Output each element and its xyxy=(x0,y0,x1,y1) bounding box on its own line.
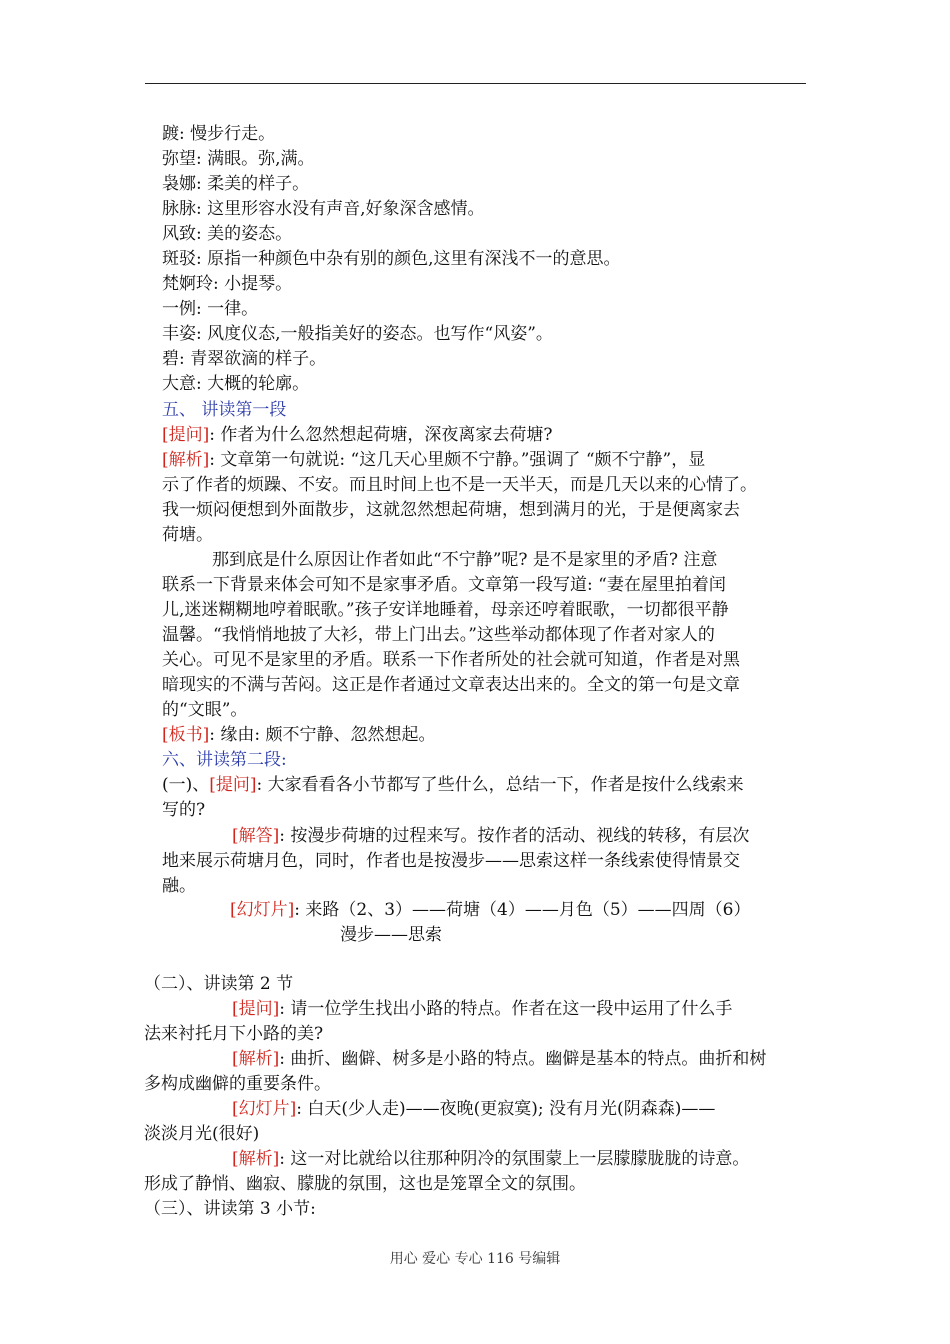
glossary-colon: : xyxy=(196,174,208,194)
s6b-slide-line: 淡淡月光(很好) xyxy=(144,1124,260,1144)
s6b-question-line: 法来衬托月下小路的美? xyxy=(144,1024,324,1044)
s6-answer-text: : 按漫步荷塘的过程来写。按作者的活动、视线的转移，有层次 xyxy=(279,826,750,846)
tag-slide: [幻灯片] xyxy=(230,900,295,920)
s5-analysis-line: 荷塘。 xyxy=(162,525,213,545)
glossary-item xyxy=(162,347,326,371)
s6-answer-line: 融。 xyxy=(162,876,196,896)
header-rule xyxy=(145,83,806,84)
s6b-question xyxy=(232,997,732,1021)
s6b-analysis-line: 多构成幽僻的重要条件。 xyxy=(144,1074,331,1094)
glossary-definition: 美的姿态。 xyxy=(207,224,293,244)
s5-paragraph-line: 温馨。“我悄悄地披了大衫，带上门出去。”这些举动都体现了作者对家人的 xyxy=(162,625,715,645)
s6b-question-text: : 请一位学生找出小路的特点。作者在这一段中运用了什么手 xyxy=(279,999,733,1019)
s6-answer-line: 地来展示荷塘月色，同时，作者也是按漫步——思索这样一条线索使得情景交 xyxy=(162,851,740,871)
glossary-colon: : xyxy=(196,224,208,244)
glossary-definition: 满眼。弥,满。 xyxy=(207,149,315,169)
glossary-item xyxy=(162,222,292,246)
tag-analysis: [解析] xyxy=(232,1149,280,1169)
s6-question xyxy=(162,773,744,797)
tag-analysis: [解析] xyxy=(232,1049,280,1069)
glossary-term: 脉脉 xyxy=(162,199,196,219)
glossary-definition: 青翠欲滴的样子。 xyxy=(190,349,327,369)
glossary-term: 袅娜 xyxy=(162,174,196,194)
s6b-analysis-2-text: : 这一对比就给以往那种阴冷的氛围蒙上一层朦朦胧胧的诗意。 xyxy=(279,1149,750,1169)
glossary-definition: 慢步行走。 xyxy=(190,124,276,144)
s6c-heading: （三）、讲读第 3 小节: xyxy=(144,1199,316,1219)
glossary-colon: : xyxy=(196,374,208,394)
glossary-colon: : xyxy=(179,349,191,369)
s5-paragraph-line: 暗现实的不满与苦闷。这正是作者通过文章表达出来的。全文的第一句是文章 xyxy=(162,675,740,695)
glossary-item xyxy=(162,147,315,171)
glossary-item xyxy=(162,197,485,221)
glossary-definition: 大概的轮廓。 xyxy=(207,374,310,394)
section-5-heading: 五、 讲读第一段 xyxy=(162,400,287,420)
s5-board-text: : 缘由: 颇不宁静、忽然想起。 xyxy=(209,725,436,745)
tag-analysis: [解析] xyxy=(162,450,210,470)
s5-analysis-line xyxy=(162,448,705,472)
s6b-analysis-2 xyxy=(232,1147,749,1171)
glossary-term: 踱 xyxy=(162,124,179,144)
glossary-colon: : xyxy=(213,274,225,294)
glossary-item xyxy=(162,172,309,196)
s5-analysis-line: 我一烦闷便想到外面散步，这就忽然想起荷塘，想到满月的光，于是便离家去 xyxy=(162,500,740,520)
glossary-item xyxy=(162,372,309,396)
section-6-heading: 六、讲读第二段: xyxy=(162,750,287,770)
glossary-term: 大意 xyxy=(162,374,196,394)
tag-board: [板书] xyxy=(162,725,210,745)
s6b-analysis-text: : 曲折、幽僻、树多是小路的特点。幽僻是基本的特点。曲折和树 xyxy=(279,1049,767,1069)
s6-slide-text: : 来路（2、3）——荷塘（4）——月色（5）——四周（6） xyxy=(294,900,751,920)
glossary-item xyxy=(162,297,258,321)
s5-analysis-text: : 文章第一句就说: “这几天心里颇不宁静。”强调了 “颇不宁静”，显 xyxy=(209,450,706,470)
glossary-item xyxy=(162,247,621,271)
glossary-colon: : xyxy=(179,124,191,144)
s6-question-text: : 大家看看各小节都写了些什么，总结一下，作者是按什么线索来 xyxy=(256,775,744,795)
page-footer: 用心 爱心 专心 116 号编辑 xyxy=(389,1251,561,1267)
s5-board xyxy=(162,723,436,747)
s6-slide xyxy=(230,898,750,922)
glossary-term: 丰姿 xyxy=(162,324,196,344)
tag-slide: [幻灯片] xyxy=(232,1099,297,1119)
s5-question xyxy=(162,423,553,447)
s5-paragraph-line: 联系一下背景来体会可知不是家事矛盾。文章第一段写道: “妻在屋里拍着闰 xyxy=(162,575,726,595)
s6b-slide-text: : 白天(少人走)——夜晚(更寂寞); 没有月光(阴森森)—— xyxy=(296,1099,716,1119)
s6-question-prefix: (一)、 xyxy=(162,775,210,795)
glossary-item xyxy=(162,322,553,346)
glossary-definition: 柔美的样子。 xyxy=(207,174,310,194)
glossary-definition: 小提琴。 xyxy=(224,274,293,294)
glossary-term: 弥望 xyxy=(162,149,196,169)
s6b-analysis xyxy=(232,1047,766,1071)
tag-question: [提问] xyxy=(209,775,257,795)
s6b-slide xyxy=(232,1097,715,1121)
glossary-colon: : xyxy=(196,199,208,219)
glossary-term: 风致 xyxy=(162,224,196,244)
s6b-analysis-2-line: 形成了静悄、幽寂、朦胧的氛围，这也是笼罩全文的氛围。 xyxy=(144,1174,586,1194)
s5-question-text: : 作者为什么忽然想起荷塘，深夜离家去荷塘? xyxy=(209,425,553,445)
glossary-definition: 原指一种颜色中杂有别的颜色,这里有深浅不一的意思。 xyxy=(207,249,621,269)
s6-answer xyxy=(232,824,749,848)
glossary-colon: : xyxy=(196,249,208,269)
glossary-term: 一例 xyxy=(162,299,196,319)
glossary-item xyxy=(162,272,292,296)
tag-question: [提问] xyxy=(162,425,210,445)
glossary-definition: 一律。 xyxy=(207,299,259,319)
s6-question-line: 写的? xyxy=(162,800,206,820)
glossary-colon: : xyxy=(196,299,208,319)
s6b-heading: （二）、讲读第 2 节 xyxy=(144,974,294,994)
glossary-term: 梵婀玲 xyxy=(162,274,213,294)
s5-paragraph-line: 的“文眼”。 xyxy=(162,700,248,720)
tag-answer: [解答] xyxy=(232,826,280,846)
s5-analysis-line: 示了作者的烦躁、不安。而且时间上也不是一天半天，而是几天以来的心情了。 xyxy=(162,475,757,495)
glossary-colon: : xyxy=(196,149,208,169)
glossary-definition: 风度仪态,一般指美好的姿态。也写作“风姿”。 xyxy=(207,324,553,344)
glossary-colon: : xyxy=(196,324,208,344)
s5-paragraph-line: 关心。可见不是家里的矛盾。联系一下作者所处的社会就可知道，作者是对黑 xyxy=(162,650,740,670)
s5-paragraph-line: 那到底是什么原因让作者如此“不宁静”呢? 是不是家里的矛盾? 注意 xyxy=(212,550,718,570)
s5-paragraph-line: 儿,迷迷糊糊地哼着眠歌。”孩子安详地睡着，母亲还哼着眠歌，一切都很平静 xyxy=(162,600,729,620)
glossary-definition: 这里形容水没有声音,好象深含感情。 xyxy=(207,199,485,219)
glossary-term: 碧 xyxy=(162,349,179,369)
tag-question: [提问] xyxy=(232,999,280,1019)
glossary-item xyxy=(162,122,275,146)
glossary-term: 斑驳 xyxy=(162,249,196,269)
s6-slide-line: 漫步——思索 xyxy=(340,925,442,945)
